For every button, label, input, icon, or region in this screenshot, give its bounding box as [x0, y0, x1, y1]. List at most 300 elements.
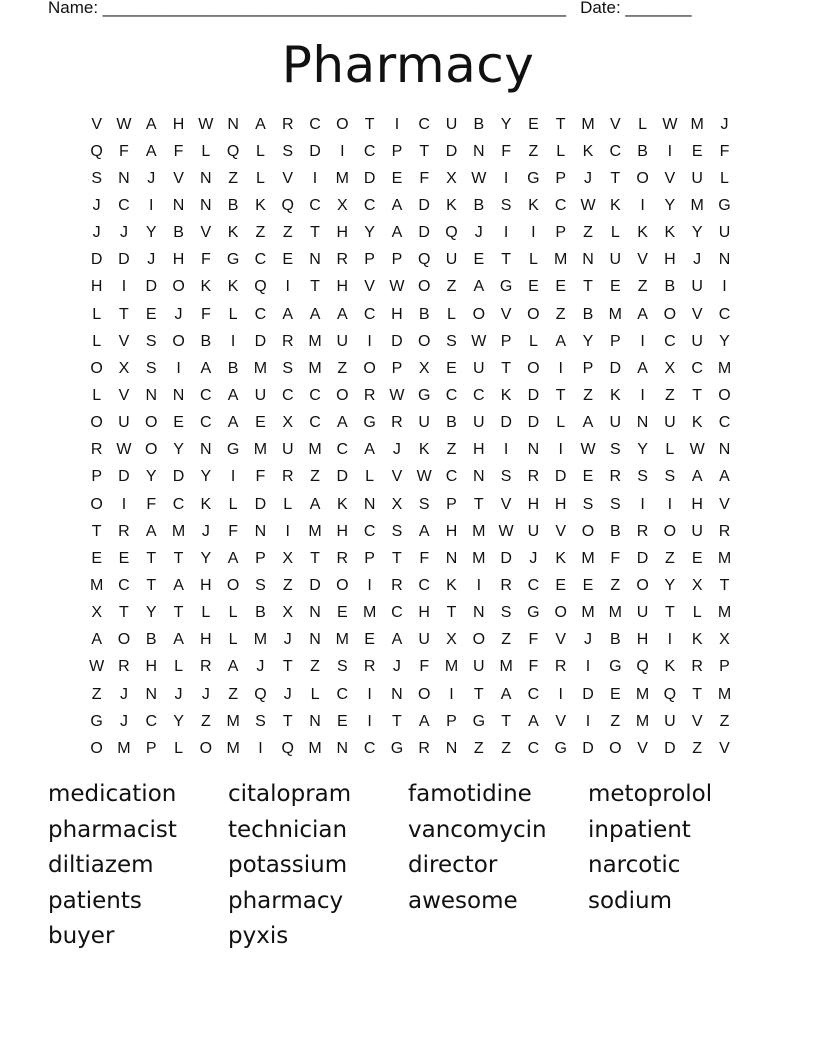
grid-letter: Y	[500, 115, 512, 133]
grid-letter: Z	[446, 278, 457, 296]
grid-row	[83, 464, 738, 491]
grid-letter: O	[663, 522, 677, 540]
grid-letter: A	[528, 712, 539, 730]
grid-letter: K	[691, 414, 703, 432]
grid-letter: C	[363, 739, 376, 757]
grid-letter: T	[419, 142, 430, 160]
grid-letter: A	[637, 359, 648, 377]
grid-letter: E	[336, 604, 348, 622]
grid-letter: N	[473, 468, 485, 486]
grid-letter: E	[609, 278, 621, 296]
grid-letter: P	[255, 549, 266, 567]
grid-letter: N	[445, 549, 458, 567]
grid-row	[83, 572, 738, 599]
grid-row	[83, 274, 738, 301]
grid-letter: O	[609, 739, 622, 757]
grid-letter: K	[200, 495, 212, 513]
grid-letter: Q	[281, 739, 294, 757]
grid-letter: I	[258, 739, 263, 757]
grid-letter: P	[364, 549, 375, 567]
grid-letter: I	[531, 224, 536, 242]
grid-letter: C	[363, 522, 376, 540]
grid-letter: W	[116, 115, 132, 133]
grid-letter: M	[608, 604, 622, 622]
grid-letter: Y	[637, 441, 648, 459]
grid-letter: Z	[310, 658, 320, 676]
grid-letter: O	[172, 278, 185, 296]
grid-letter: I	[667, 142, 673, 160]
grid-letter: K	[255, 196, 266, 214]
grid-letter: P	[446, 712, 457, 730]
grid-letter: X	[118, 359, 130, 377]
grid-letter: K	[528, 196, 539, 214]
grid-letter: Q	[254, 278, 267, 296]
grid-letter: H	[473, 441, 485, 459]
grid-letter: H	[391, 305, 403, 323]
grid-letter: O	[417, 685, 431, 703]
grid-letter: D	[418, 196, 430, 214]
grid-letter: U	[281, 441, 294, 459]
grid-letter: Z	[583, 224, 593, 242]
grid-letter: N	[473, 604, 485, 622]
grid-letter: J	[147, 251, 156, 269]
grid-letter: U	[473, 359, 485, 377]
date-field-label: Date: _______	[580, 0, 692, 17]
grid-letter: M	[444, 658, 459, 676]
grid-letter: B	[227, 359, 239, 377]
grid-letter: K	[664, 658, 676, 676]
grid-letter: I	[558, 685, 563, 703]
grid-letter: C	[554, 196, 567, 214]
grid-letter: O	[363, 359, 376, 377]
grid-letter: T	[719, 576, 730, 594]
grid-letter: H	[445, 522, 458, 540]
grid-letter: W	[580, 196, 596, 214]
grid-letter: M	[226, 739, 240, 757]
grid-letter: C	[254, 251, 267, 269]
grid-letter: E	[555, 576, 567, 594]
grid-letter: T	[501, 251, 511, 269]
grid-letter: M	[89, 576, 104, 594]
grid-letter: U	[445, 251, 458, 269]
word-list-item: buyer	[48, 923, 115, 950]
grid-letter: Z	[719, 712, 730, 730]
grid-letter: M	[690, 115, 704, 133]
word-list-item: technician	[228, 816, 348, 843]
grid-letter: D	[636, 549, 649, 567]
grid-letter: L	[692, 604, 702, 622]
grid-letter: S	[664, 468, 676, 486]
grid-letter: W	[580, 441, 596, 459]
grid-letter: V	[500, 305, 512, 323]
grid-letter: N	[200, 196, 212, 214]
grid-letter: I	[394, 115, 400, 133]
grid-letter: I	[285, 278, 290, 296]
grid-letter: J	[147, 169, 156, 187]
header-line	[48, 0, 692, 18]
grid-letter: O	[417, 332, 431, 350]
grid-letter: T	[146, 549, 157, 567]
grid-letter: V	[555, 631, 567, 649]
grid-letter: D	[527, 414, 540, 432]
grid-letter: M	[608, 305, 622, 323]
grid-letter: H	[172, 115, 185, 133]
grid-letter: Y	[173, 712, 184, 730]
grid-letter: L	[201, 142, 211, 160]
grid-letter: V	[691, 305, 703, 323]
grid-letter: E	[609, 685, 621, 703]
grid-letter: S	[609, 441, 621, 459]
grid-letter: M	[554, 251, 568, 269]
grid-letter: I	[285, 522, 290, 540]
grid-letter: U	[418, 414, 430, 432]
grid-letter: X	[446, 631, 457, 649]
grid-row	[83, 247, 738, 274]
grid-letter: V	[637, 739, 648, 757]
grid-letter: E	[691, 142, 703, 160]
grid-letter: A	[173, 576, 184, 594]
grid-letter: B	[582, 305, 594, 323]
grid-letter: F	[200, 251, 211, 269]
grid-letter: C	[527, 685, 540, 703]
grid-letter: P	[91, 468, 102, 486]
grid-letter: V	[664, 169, 676, 187]
grid-letter: K	[637, 224, 648, 242]
grid-letter: L	[283, 495, 293, 513]
grid-letter: H	[90, 278, 103, 296]
grid-letter: S	[418, 495, 430, 513]
grid-letter: B	[200, 332, 212, 350]
grid-letter: W	[389, 278, 405, 296]
grid-letter: D	[609, 359, 622, 377]
grid-letter: D	[118, 251, 130, 269]
grid-letter: K	[500, 386, 512, 404]
grid-letter: N	[718, 251, 731, 269]
grid-letter: R	[281, 468, 294, 486]
word-list-item: inpatient	[588, 816, 691, 843]
grid-letter: A	[418, 712, 430, 730]
grid-letter: M	[717, 685, 732, 703]
grid-letter: I	[367, 332, 372, 350]
grid-letter: I	[640, 332, 645, 350]
grid-letter: I	[230, 468, 236, 486]
grid-letter: E	[145, 305, 157, 323]
grid-letter: I	[558, 441, 563, 459]
grid-letter: W	[89, 658, 105, 676]
grid-letter: S	[282, 142, 294, 160]
grid-letter: C	[418, 576, 430, 594]
grid-letter: T	[392, 712, 402, 730]
grid-letter: O	[581, 522, 595, 540]
grid-letter: Q	[90, 142, 103, 160]
grid-row	[83, 735, 738, 762]
grid-letter: D	[363, 169, 376, 187]
grid-letter: H	[200, 576, 212, 594]
grid-letter: Z	[501, 739, 511, 757]
grid-letter: V	[719, 739, 730, 757]
grid-letter: X	[91, 604, 102, 622]
grid-letter: B	[446, 414, 457, 432]
grid-letter: O	[527, 305, 540, 323]
grid-letter: J	[283, 631, 292, 649]
grid-letter: A	[309, 495, 321, 513]
grid-letter: E	[582, 576, 594, 594]
grid-letter: N	[527, 441, 540, 459]
grid-letter: J	[392, 441, 401, 459]
grid-letter: B	[473, 196, 485, 214]
grid-letter: F	[419, 658, 430, 676]
grid-letter: X	[282, 414, 294, 432]
grid-row	[83, 382, 738, 409]
grid-letter: D	[254, 495, 267, 513]
grid-letter: V	[637, 251, 648, 269]
grid-letter: M	[581, 604, 595, 622]
grid-letter: C	[718, 414, 731, 432]
grid-letter: Y	[145, 604, 157, 622]
grid-letter: C	[609, 142, 622, 160]
grid-letter: R	[391, 576, 403, 594]
grid-letter: Z	[664, 386, 675, 404]
grid-letter: X	[664, 359, 676, 377]
grid-letter: K	[418, 441, 430, 459]
grid-letter: V	[719, 495, 730, 513]
grid-letter: Z	[583, 386, 593, 404]
grid-letter: D	[336, 468, 349, 486]
grid-letter: W	[689, 441, 705, 459]
grid-letter: Y	[582, 332, 594, 350]
grid-letter: X	[719, 631, 730, 649]
grid-letter: C	[363, 196, 376, 214]
grid-letter: Z	[200, 712, 211, 730]
grid-letter: A	[391, 196, 403, 214]
grid-letter: W	[662, 115, 678, 133]
grid-letter: D	[118, 468, 130, 486]
grid-letter: X	[282, 549, 294, 567]
grid-letter: U	[718, 224, 731, 242]
grid-letter: S	[446, 332, 457, 350]
grid-letter: D	[554, 468, 567, 486]
grid-letter: I	[503, 441, 509, 459]
word-list-item: potassium	[228, 852, 348, 879]
grid-letter: C	[281, 386, 294, 404]
grid-letter: Z	[255, 224, 266, 242]
grid-letter: O	[336, 576, 349, 594]
grid-letter: L	[528, 332, 538, 350]
grid-letter: V	[118, 332, 130, 350]
grid-letter: T	[555, 386, 566, 404]
grid-letter: U	[118, 414, 130, 432]
grid-letter: A	[391, 224, 403, 242]
grid-letter: Q	[417, 251, 431, 269]
grid-letter: T	[446, 604, 457, 622]
grid-letter: C	[664, 332, 676, 350]
grid-letter: U	[664, 712, 676, 730]
grid-letter: F	[528, 658, 539, 676]
grid-letter: I	[667, 495, 673, 513]
grid-letter: J	[392, 658, 401, 676]
grid-letter: K	[582, 142, 594, 160]
grid-letter: U	[636, 604, 649, 622]
grid-letter: A	[91, 631, 102, 649]
grid-letter: M	[362, 604, 377, 622]
grid-letter: U	[664, 414, 676, 432]
grid-letter: R	[554, 658, 567, 676]
grid-letter: L	[556, 142, 566, 160]
grid-letter: A	[582, 414, 594, 432]
grid-letter: T	[664, 604, 675, 622]
grid-letter: E	[173, 414, 184, 432]
word-list-item: narcotic	[588, 852, 681, 879]
grid-letter: O	[636, 169, 649, 187]
grid-letter: Y	[664, 576, 676, 594]
grid-letter: N	[309, 251, 321, 269]
grid-letter: G	[472, 712, 486, 730]
grid-letter: G	[527, 169, 540, 187]
grid-letter: O	[636, 576, 649, 594]
grid-letter: O	[472, 631, 486, 649]
grid-letter: B	[473, 115, 485, 133]
grid-letter: B	[637, 142, 648, 160]
grid-letter: L	[665, 441, 675, 459]
word-list-item: sodium	[588, 887, 673, 914]
grid-letter: G	[554, 739, 567, 757]
grid-letter: L	[556, 414, 566, 432]
grid-letter: G	[226, 441, 240, 459]
grid-letter: Z	[337, 359, 348, 377]
grid-letter: Z	[664, 549, 675, 567]
grid-letter: E	[528, 115, 539, 133]
grid-letter: B	[255, 604, 266, 622]
word-list-item: patients	[48, 887, 142, 914]
grid-letter: C	[309, 196, 321, 214]
grid-letter: H	[664, 251, 676, 269]
grid-letter: I	[585, 712, 591, 730]
grid-letter: A	[691, 468, 703, 486]
grid-letter: N	[145, 386, 158, 404]
letter-grid	[83, 111, 738, 762]
grid-letter: W	[116, 441, 132, 459]
grid-letter: A	[145, 115, 157, 133]
grid-letter: N	[309, 604, 321, 622]
grid-letter: U	[445, 115, 458, 133]
word-list-item: vancomycin	[408, 816, 547, 843]
grid-letter: A	[391, 631, 403, 649]
grid-letter: C	[336, 685, 349, 703]
grid-letter: J	[583, 631, 592, 649]
grid-letter: P	[555, 224, 567, 242]
grid-letter: M	[171, 522, 186, 540]
grid-letter: T	[473, 685, 484, 703]
grid-letter: D	[172, 468, 185, 486]
grid-letter: J	[92, 224, 101, 242]
grid-letter: V	[282, 169, 294, 187]
word-list-item: pyxis	[228, 923, 289, 950]
grid-letter: R	[90, 441, 103, 459]
grid-letter: Q	[445, 224, 458, 242]
grid-letter: R	[527, 468, 540, 486]
grid-letter: C	[309, 414, 321, 432]
word-list-item: medication	[48, 781, 177, 807]
grid-letter: B	[609, 522, 621, 540]
grid-letter: M	[226, 712, 240, 730]
grid-letter: H	[336, 224, 349, 242]
grid-letter: V	[691, 712, 703, 730]
grid-letter: M	[308, 332, 322, 350]
grid-letter: O	[172, 332, 185, 350]
grid-letter: Y	[173, 441, 184, 459]
grid-letter: I	[449, 685, 454, 703]
grid-letter: D	[582, 739, 594, 757]
grid-letter: V	[555, 712, 567, 730]
grid-letter: K	[446, 576, 457, 594]
grid-letter: D	[500, 414, 512, 432]
grid-letter: J	[92, 196, 101, 214]
grid-letter: Y	[200, 468, 212, 486]
grid-letter: C	[200, 386, 212, 404]
grid-letter: S	[255, 712, 266, 730]
grid-letter: O	[145, 414, 158, 432]
grid-letter: D	[445, 142, 458, 160]
grid-letter: K	[336, 495, 348, 513]
grid-letter: F	[119, 142, 129, 160]
grid-letter: N	[473, 142, 485, 160]
grid-letter: F	[501, 142, 511, 160]
grid-letter: A	[418, 522, 430, 540]
grid-letter: Q	[663, 685, 677, 703]
grid-letter: D	[527, 386, 540, 404]
grid-letter: J	[283, 685, 292, 703]
grid-row	[83, 355, 738, 382]
grid-letter: R	[718, 522, 731, 540]
grid-letter: V	[91, 115, 102, 133]
grid-letter: S	[145, 359, 157, 377]
grid-letter: I	[476, 576, 482, 594]
grid-letter: C	[200, 414, 212, 432]
grid-letter: T	[119, 305, 129, 323]
grid-letter: N	[227, 115, 239, 133]
grid-letter: U	[691, 169, 703, 187]
grid-letter: X	[418, 359, 430, 377]
grid-letter: R	[336, 549, 349, 567]
grid-letter: M	[253, 441, 268, 459]
grid-letter: I	[121, 495, 127, 513]
grid-letter: D	[391, 332, 403, 350]
grid-letter: N	[118, 169, 130, 187]
grid-letter: O	[90, 495, 103, 513]
grid-letter: I	[121, 278, 127, 296]
grid-letter: I	[503, 169, 509, 187]
grid-letter: T	[501, 712, 511, 730]
grid-letter: O	[554, 604, 567, 622]
grid-letter: L	[228, 305, 238, 323]
grid-letter: N	[254, 522, 267, 540]
grid-letter: E	[391, 169, 403, 187]
grid-letter: M	[499, 658, 513, 676]
grid-letter: M	[308, 359, 322, 377]
grid-letter: M	[635, 712, 650, 730]
grid-letter: I	[312, 169, 318, 187]
grid-letter: D	[145, 278, 158, 296]
grid-letter: O	[226, 576, 240, 594]
grid-letter: J	[119, 224, 128, 242]
grid-letter: L	[174, 658, 183, 676]
grid-letter: S	[637, 468, 648, 486]
grid-letter: S	[500, 468, 512, 486]
grid-letter: F	[173, 142, 184, 160]
grid-letter: I	[367, 685, 372, 703]
word-list-item: pharmacy	[228, 887, 344, 914]
grid-letter: K	[609, 196, 621, 214]
